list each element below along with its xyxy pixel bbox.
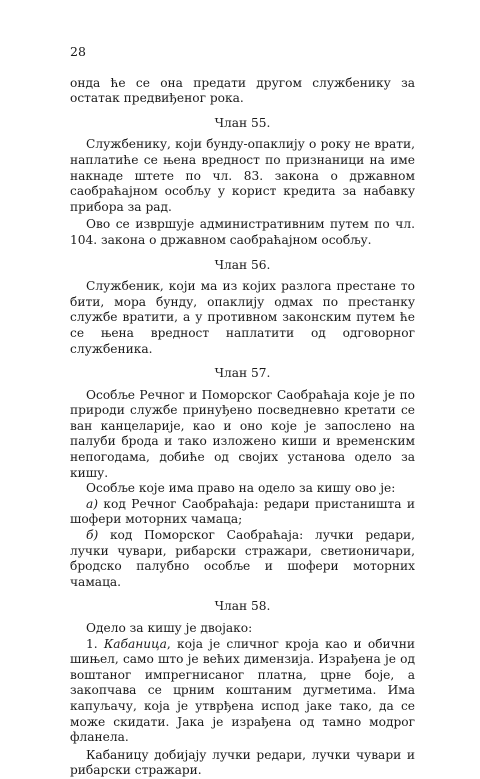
item-b-text: код Поморског Саобраћаја: лучки редари, лучки чувари, рибарски стражари, светионичари, бродско палубно особље и шофери моторних чамаца. [70, 528, 415, 589]
article-57-heading: Члан 57. [214, 366, 271, 381]
article-58-heading: Члан 58. [214, 599, 271, 614]
article-58-paragraph-1: Одело за кишу је двојако: [86, 621, 253, 635]
item-a-text: код Речног Саобраћаја: редари пристаништа и шофери моторних чамаца; [70, 496, 415, 527]
article-57-paragraph-2: Особље које има право на одело за кишу ово је: [86, 481, 396, 496]
article-56-paragraph-1: Службеник, који ма из којих разлога престане то бити, мора бунду, опаклију одмах по престанку службе вратити, а у противном законским путем ће се њена вредност наплатити од одговорног службеника. [70, 279, 415, 356]
item-1-term: Кабаница [103, 636, 167, 651]
article-57-item-a [70, 497, 415, 528]
article-58-paragraph-3: Кабаницу добијају лучки редари, лучки чувари и рибарски стражари. [70, 747, 415, 778]
article-57-item-b [70, 528, 415, 590]
item-1-text: , која је сличног кроја као и обични шињел, само што је већих димензија. Израђена је од воштаног импрегнисаног платна, црне боје, а закопчава се црним коштаним дугметима. Има капуљачу, која је утврђена испод јаке тако, да се може скидати. Јака је израђена од тамно модрог фланела. [70, 636, 415, 745]
item-a-label: а) [86, 496, 99, 511]
article-55-paragraph-1: Службенику, који бунду-опаклију о року не врати, наплатиће се њена вредност по признаници на име накнаде штете по чл. 83. закона о државном саобраћајном особљу у корист кредита за набавку прибора за рад. [70, 137, 415, 214]
item-b-label: б) [86, 528, 99, 543]
article-55-heading: Члан 55. [214, 115, 271, 130]
article-56-heading: Члан 56. [214, 257, 271, 272]
item-1-number: 1. [86, 636, 104, 651]
article-55-paragraph-2: Ово се извршује административним путем по чл. 104. закона о државном саобраћајном особљу. [70, 217, 415, 247]
article-58-item-1 [70, 637, 415, 746]
continued-paragraph: онда ће се она предати другом службенику за остатак предвиђеног рока. [70, 75, 415, 106]
document-page [70, 44, 415, 779]
article-57-paragraph-1: Особље Речног и Поморског Саобраћаја које је по природи службе принуђено посведневно кретати се ван канцеларије, као и оно које је запослено на палуби брода и тако изложено киши и временским непогодама, добиће од својих установа одело за кишу. [70, 387, 415, 480]
page-number: 28 [70, 44, 86, 59]
